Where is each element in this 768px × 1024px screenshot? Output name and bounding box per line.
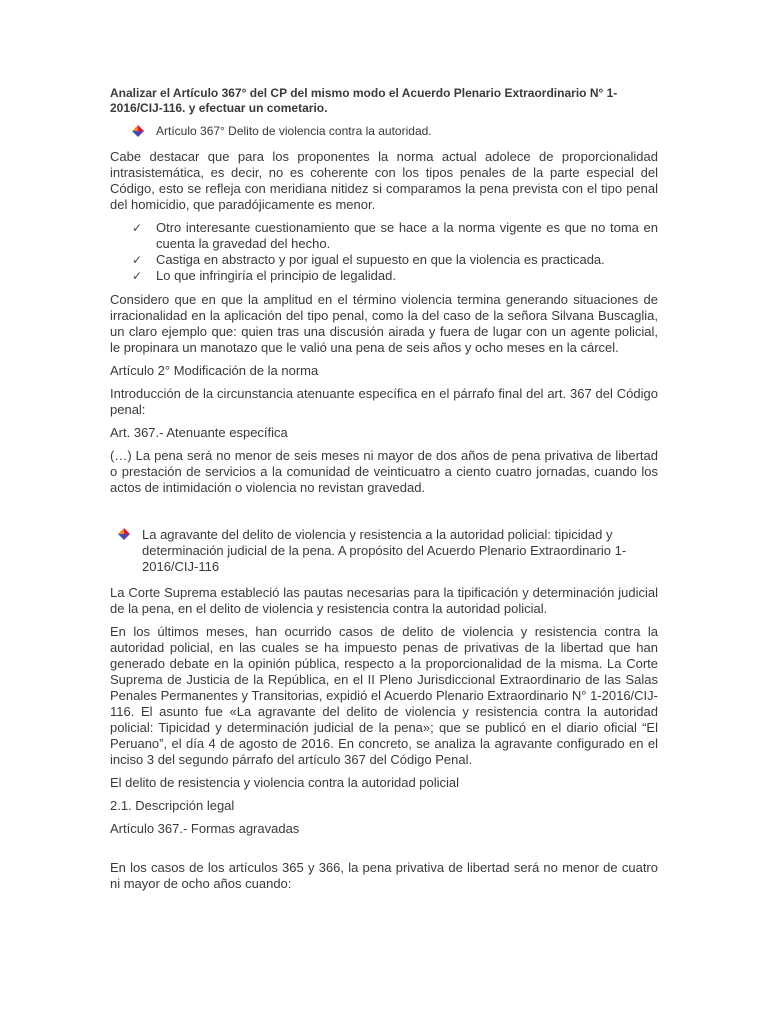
checklist-item bbox=[110, 268, 658, 284]
paragraph: Art. 367.- Atenuante específica bbox=[110, 425, 288, 440]
paragraph: Artículo 2° Modificación de la norma bbox=[110, 363, 319, 378]
spacer bbox=[110, 844, 658, 860]
checklist bbox=[110, 220, 658, 284]
paragraph: Artículo 367.- Formas agravadas bbox=[110, 821, 300, 836]
diamond-bullet-item bbox=[130, 124, 658, 139]
bullet-text: Artículo 367° Delito de violencia contra la autoridad. bbox=[156, 124, 432, 138]
checklist-item-text: Lo que infringiría el principio de legalidad. bbox=[156, 268, 396, 283]
checklist-item bbox=[110, 252, 658, 268]
paragraph: 2.1. Descripción legal bbox=[110, 798, 235, 813]
paragraph: (…) La pena será no menor de seis meses ni mayor de dos años de pena privativa de libertad o prestación de servicios a la comunidad de veinticuatro a ciento cuatro jornadas, cuando los actos de intimidación o violencia no revistan gravedad. bbox=[110, 448, 658, 495]
paragraph: La Corte Suprema estableció las pautas necesarias para la tipificación y determinación judicial de la pena, en el delito de violencia y resistencia contra la autoridad policial. bbox=[110, 585, 658, 616]
checkmark-icon: ✓ bbox=[132, 221, 143, 235]
checklist-item bbox=[110, 220, 658, 252]
checklist-item-text: Otro interesante cuestionamiento que se hace a la norma vigente es que no toma en cuenta la gravedad del hecho. bbox=[156, 220, 658, 251]
diamond-bullet-icon bbox=[118, 528, 130, 540]
document-page bbox=[110, 86, 658, 899]
diamond-bullet-icon bbox=[132, 125, 144, 137]
checklist-item-text: Castiga en abstracto y por igual el supuesto en que la violencia es practicada. bbox=[156, 252, 605, 267]
paragraph: Cabe destacar que para los proponentes la norma actual adolece de proporcionalidad intrasistemática, es decir, no es coherente con los tipos penales de la parte especial del Código, esto se refleja con meridiana nitidez si comparamos la pena prevista con el tipo penal del homicidio, que paradójicamente es menor. bbox=[110, 149, 658, 212]
paragraph: Considero que en que la amplitud en el término violencia termina generando situaciones de irracionalidad en la aplicación del tipo penal, como la del caso de la señora Silvana Buscaglia, un claro ejemplo que: quien tras una discusión airada y fuera de lugar con un agente policial, le propinara un manotazo que le valió una pena de seis años y ocho meses en la cárcel. bbox=[110, 292, 658, 355]
document-title: Analizar el Artículo 367° del CP del mismo modo el Acuerdo Plenario Extraordinario N° 1-2016/CIJ-116. y efectuar un cometario. bbox=[110, 86, 618, 115]
bullet-text: La agravante del delito de violencia y resistencia a la autoridad policial: tipicidad y determinación judicial de la pena. A propósito del Acuerdo Plenario Extraordinario 1-2016/CIJ-116 bbox=[142, 527, 627, 574]
checkmark-icon: ✓ bbox=[132, 269, 143, 283]
spacer bbox=[110, 503, 658, 527]
paragraph: En los últimos meses, han ocurrido casos de delito de violencia y resistencia contra la autoridad policial, en las cuales se ha impuesto penas de privativas de la libertad que han generado debate en la opinión pública, respecto a la proporcionalidad de la misma. La Corte Suprema de Justicia de la República, en el II Pleno Jurisdiccional Extraordinario de las Salas Penales Permanentes y Transitorias, expidió el Acuerdo Plenario Extraordinario N° 1-2016/CIJ-116. El asunto fue «La agravante del delito de violencia y resistencia contra la autoridad policial: Tipicidad y determinación judicial de la pena»; que se publicó en el diario oficial “El Peruano”, el día 4 de agosto de 2016. En concreto, se analiza la agravante configurado en el inciso 3 del segundo párrafo del artículo 367 del Código Penal. bbox=[110, 624, 658, 767]
paragraph: El delito de resistencia y violencia contra la autoridad policial bbox=[110, 775, 460, 790]
paragraph: Introducción de la circunstancia atenuante específica en el párrafo final del art. 367 del Código penal: bbox=[110, 386, 658, 417]
diamond-bullet-item bbox=[116, 527, 658, 575]
checkmark-icon: ✓ bbox=[132, 253, 143, 267]
paragraph: En los casos de los artículos 365 y 366, la pena privativa de libertad será no menor de cuatro ni mayor de ocho años cuando: bbox=[110, 860, 658, 891]
